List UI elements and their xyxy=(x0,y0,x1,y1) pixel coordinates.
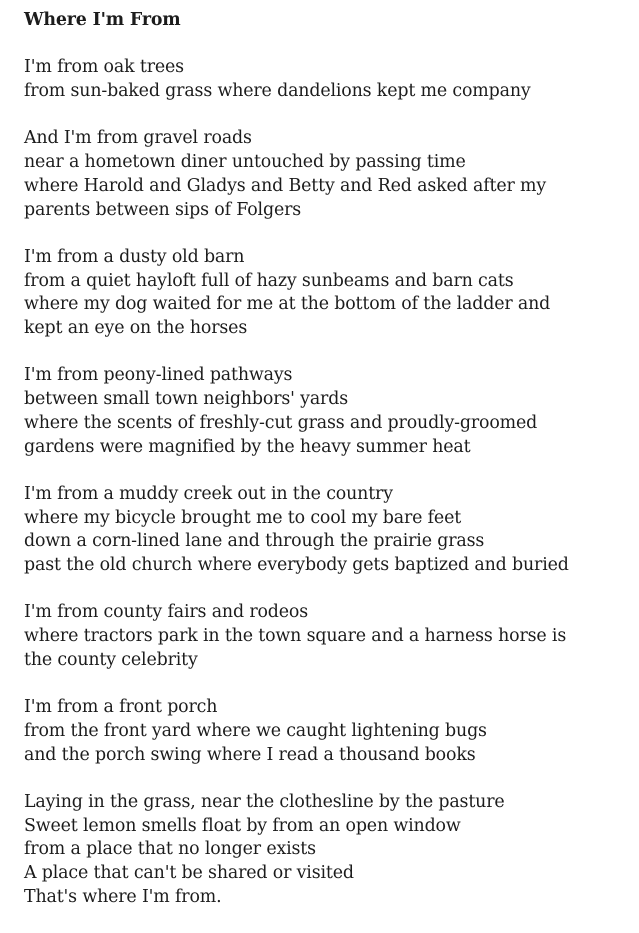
stanza-5 xyxy=(24,483,631,578)
poem-line: where Harold and Gladys and Betty and Red asked after my xyxy=(24,175,547,196)
poem-line: I'm from oak trees xyxy=(24,57,184,78)
poem-line: from a quiet hayloft full of hazy sunbeams and barn cats xyxy=(24,270,514,291)
stanza-1 xyxy=(24,56,631,103)
poem-line: where my dog waited for me at the bottom of the ladder and xyxy=(24,294,551,315)
stanza-3 xyxy=(24,246,631,341)
poem-line: I'm from a muddy creek out in the country xyxy=(24,483,393,504)
poem-line: And I'm from gravel roads xyxy=(24,128,252,149)
poem-line: down a corn-lined lane and through the prairie grass xyxy=(24,531,485,552)
poem-line: near a hometown diner untouched by passing time xyxy=(24,152,466,173)
stanza-8 xyxy=(24,791,631,910)
poem-line: Sweet lemon smells float by from an open window xyxy=(24,815,461,836)
poem-line: where my bicycle brought me to cool my bare feet xyxy=(24,507,462,528)
poem-line: between small town neighbors' yards xyxy=(24,389,348,410)
stanza-2 xyxy=(24,127,631,222)
poem xyxy=(24,9,631,933)
stanza-6 xyxy=(24,601,631,672)
stanza-7 xyxy=(24,696,631,767)
poem-line: and the porch swing where I read a thousand books xyxy=(24,744,476,765)
poem-line: from a place that no longer exists xyxy=(24,839,316,860)
poem-line: I'm from county fairs and rodeos xyxy=(24,602,309,623)
poem-line: That's where I'm from. xyxy=(24,886,222,907)
poem-line: where tractors park in the town square and a harness horse is xyxy=(24,626,567,647)
poem-line: I'm from a front porch xyxy=(24,697,218,718)
poem-line: I'm from a dusty old barn xyxy=(24,246,245,267)
poem-line: where the scents of freshly-cut grass and proudly-groomed xyxy=(24,412,538,433)
poem-line: from the front yard where we caught lightening bugs xyxy=(24,720,487,741)
stanza-4 xyxy=(24,364,631,459)
poem-line: the county celebrity xyxy=(24,649,198,670)
poem-body xyxy=(24,56,631,909)
poem-line: I'm from peony-lined pathways xyxy=(24,365,293,386)
poem-line: A place that can't be shared or visited xyxy=(24,863,354,884)
poem-line: parents between sips of Folgers xyxy=(24,199,302,220)
poem-title: Where I'm From xyxy=(24,10,181,30)
poem-line: past the old church where everybody gets baptized and buried xyxy=(24,555,569,576)
poem-line: gardens were magnified by the heavy summer heat xyxy=(24,436,471,457)
poem-line: kept an eye on the horses xyxy=(24,318,248,339)
poem-line: Laying in the grass, near the clothesline by the pasture xyxy=(24,792,505,813)
poem-line: from sun-baked grass where dandelions kept me company xyxy=(24,81,531,102)
